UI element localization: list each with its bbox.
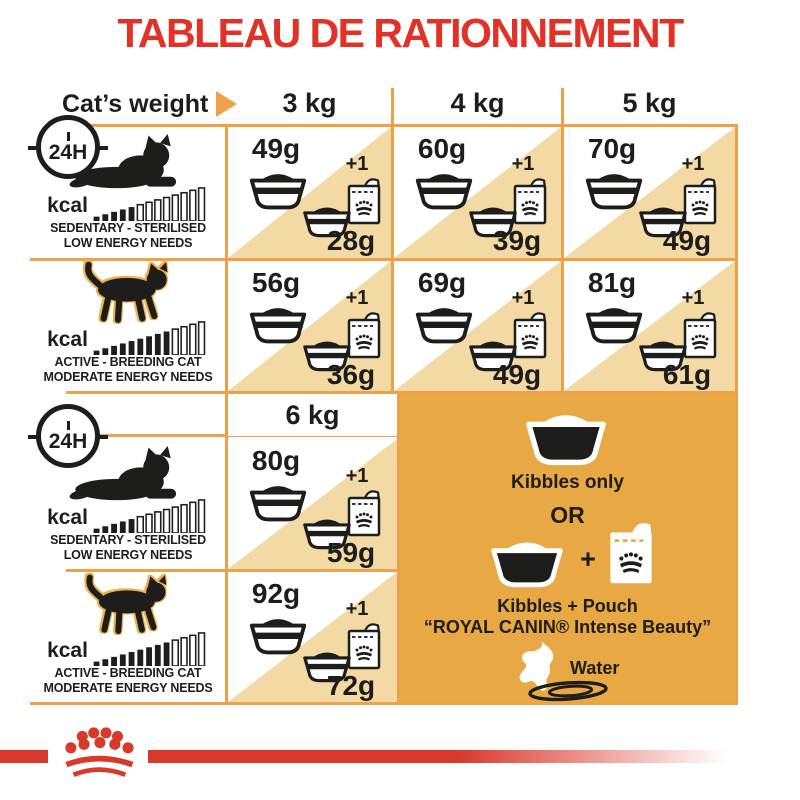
mixed-amount: 59g [326,537,376,568]
bowl-icon [516,408,616,466]
kibbles-plus-pouch-label: Kibbles + Pouch [497,596,638,616]
plus-one-pouch-label: +1 [511,287,535,309]
kcal-label: kcal [47,639,88,662]
mixed-amount: 39g [492,225,542,256]
energy-needs-line: MODERATE ENERGY NEEDS [43,369,213,384]
pouch-icon [606,520,656,586]
24h-label: 24H [48,140,88,164]
kibbles-amount: 81g [587,267,637,298]
kibbles-amount: 69g [417,267,467,298]
kibbles-amount: 92g [251,578,301,609]
energy-needs-line: LOW ENERGY NEEDS [63,235,193,250]
mixed-amount: 61g [662,359,712,390]
kcal-label: kcal [47,506,88,529]
clock-tick [99,435,108,439]
water-ripples-icon [522,680,614,702]
or-label: OR [550,502,585,528]
column-header-4kg: 4 kg [450,88,505,118]
column-header-6kg: 6 kg [228,394,397,436]
ration-cell-active-6kg [228,572,397,702]
profile-active-breeding [34,574,222,700]
brand-bar [0,750,48,763]
kcal-bars-icon [93,186,209,221]
kibbles-amount: 56g [251,267,301,298]
clock-tick [99,146,108,150]
24h-label: 24H [48,429,88,453]
kibbles-amount: 49g [251,133,301,164]
header-divider [561,88,564,124]
bowl-icon [484,536,570,588]
kcal-scale [47,498,209,533]
ration-cell-active-4kg [394,261,561,391]
active-cat-icon [67,261,189,326]
kcal-label: kcal [47,194,88,217]
active-cat-icon [67,574,189,637]
column-header-3kg: 3 kg [282,88,337,118]
ration-cell-active-3kg [228,261,391,391]
mixed-amount: 36g [326,359,376,390]
cats-weight-label: Cat’s weight [62,90,209,118]
clock-tick [67,132,70,141]
royal-canin-crown-logo [55,726,143,782]
ration-cell-active-5kg [564,261,735,391]
ration-cell-sedentary-3kg [228,127,391,258]
energy-needs-line: MODERATE ENERGY NEEDS [43,680,213,695]
plus-one-pouch-label: +1 [345,465,369,487]
feeding-options-panel [400,394,735,702]
kibbles-amount: 70g [587,133,637,164]
grid-line [735,124,738,391]
header-divider [391,88,394,124]
ration-cell-sedentary-6kg [228,439,397,569]
ration-cell-sedentary-4kg [394,127,561,258]
energy-needs-line: LOW ENERGY NEEDS [63,547,193,562]
mixed-amount: 28g [326,225,376,256]
plus-one-pouch-label: +1 [681,287,705,309]
plus-one-pouch-label: +1 [345,153,369,175]
energy-needs-line: SEDENTARY - STERILISED [50,533,206,547]
kcal-label: kcal [47,328,88,351]
mixed-amount: 49g [662,225,712,256]
energy-needs-line: SEDENTARY - STERILISED [50,221,206,235]
kibbles-amount: 60g [417,133,467,164]
plus-one-pouch-label: +1 [345,598,369,620]
mixed-amount: 49g [492,359,542,390]
24h-timer-badge [36,115,100,179]
page-title: TABLEAU DE RATIONNEMENT [117,10,683,56]
column-header-5kg: 5 kg [622,88,677,118]
brand-bar [148,750,745,763]
product-name-label: “ROYAL CANIN® Intense Beauty” [423,617,712,637]
water-label: Water [570,658,620,678]
plus-one-pouch-label: +1 [511,153,535,175]
plus-sign: + [580,544,596,574]
24h-timer-badge [36,404,100,468]
profile-active-breeding [34,261,222,389]
kcal-bars-icon [93,498,209,533]
energy-needs-line: ACTIVE - BREEDING CAT [54,666,202,680]
kcal-scale [47,186,209,221]
plus-one-pouch-label: +1 [345,287,369,309]
kibbles-amount: 80g [251,445,301,476]
clock-tick [28,435,37,439]
clock-tick [28,146,37,150]
plus-one-pouch-label: +1 [681,153,705,175]
mixed-amount: 72g [326,670,376,701]
clock-tick [67,421,70,430]
grid-line [735,394,738,702]
energy-needs-line: ACTIVE - BREEDING CAT [54,355,202,369]
ration-cell-sedentary-5kg [564,127,735,258]
kibbles-only-label: Kibbles only [511,472,624,493]
grid-line [30,702,738,705]
